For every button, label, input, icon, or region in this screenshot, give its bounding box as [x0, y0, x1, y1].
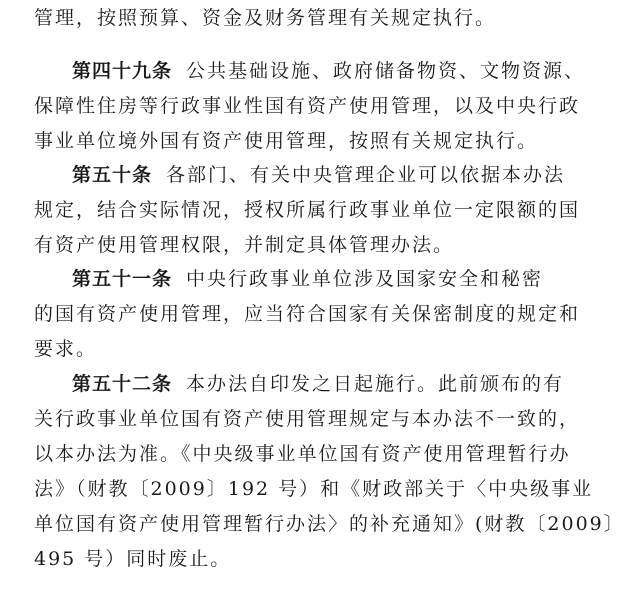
line-text: 本办法自印发之日起施行。此前颁布的有: [186, 373, 565, 395]
article-52-line-2: [0, 399, 581, 439]
article-49-heading: 第四十九条: [72, 60, 173, 82]
article-51-heading: 第五十一条: [72, 268, 173, 290]
line-text: 495 号）同时废止。: [34, 548, 232, 570]
line-text: 法》（财教〔2009〕192 号）和《财政部关于〈中央级事业: [34, 478, 594, 500]
line-text: 要求。: [34, 338, 98, 360]
article-52-line-5: [0, 504, 625, 544]
line-text: 的国有资产使用管理，应当符合国家有关保密制度的规定和: [34, 303, 581, 325]
article-51-line-3: [0, 329, 564, 369]
article-50-heading: 第五十条: [72, 164, 153, 186]
line-text: 中央行政事业单位涉及国家安全和秘密: [186, 268, 544, 290]
line-text: 单位国有资产使用管理暂行办法〉的补充通知》(财教〔2009〕: [34, 513, 625, 535]
line-text: 规定，结合实际情况，授权所属行政事业单位一定限额的国: [34, 199, 581, 221]
line-text: 保障性住房等行政事业性国有资产使用管理，以及中央行政: [34, 95, 581, 117]
article-52-line-6: [0, 539, 564, 579]
article-52-heading: 第五十二条: [72, 373, 173, 395]
line-text: 关行政事业单位国有资产使用管理规定与本办法不一致的，: [34, 408, 581, 430]
line-text: 管理，按照预算、资金及财务管理有关规定执行。: [34, 7, 497, 29]
line-1: [0, 0, 564, 38]
line-text: 事业单位境外国有资产使用管理，按照有关规定执行。: [34, 130, 539, 152]
line-text: 有资产使用管理权限，并制定具体管理办法。: [34, 234, 455, 256]
line-text: 以本办法为准。《中央级事业单位国有资产使用管理暂行办: [34, 443, 571, 465]
article-51-line-1: [0, 259, 602, 299]
article-50-line-1: [0, 155, 602, 195]
article-52-line-4: [0, 469, 594, 509]
line-text: 各部门、有关中央管理企业可以依据本办法: [166, 164, 566, 186]
article-52-line-3: [0, 434, 571, 474]
article-51-line-2: [0, 294, 581, 334]
article-49-line-2: [0, 86, 581, 126]
article-49-line-1: [0, 51, 602, 91]
line-text: 公共基础设施、政府储备物资、文物资源、: [186, 60, 586, 82]
article-52-line-1: [0, 364, 602, 404]
article-50-line-2: [0, 190, 581, 230]
